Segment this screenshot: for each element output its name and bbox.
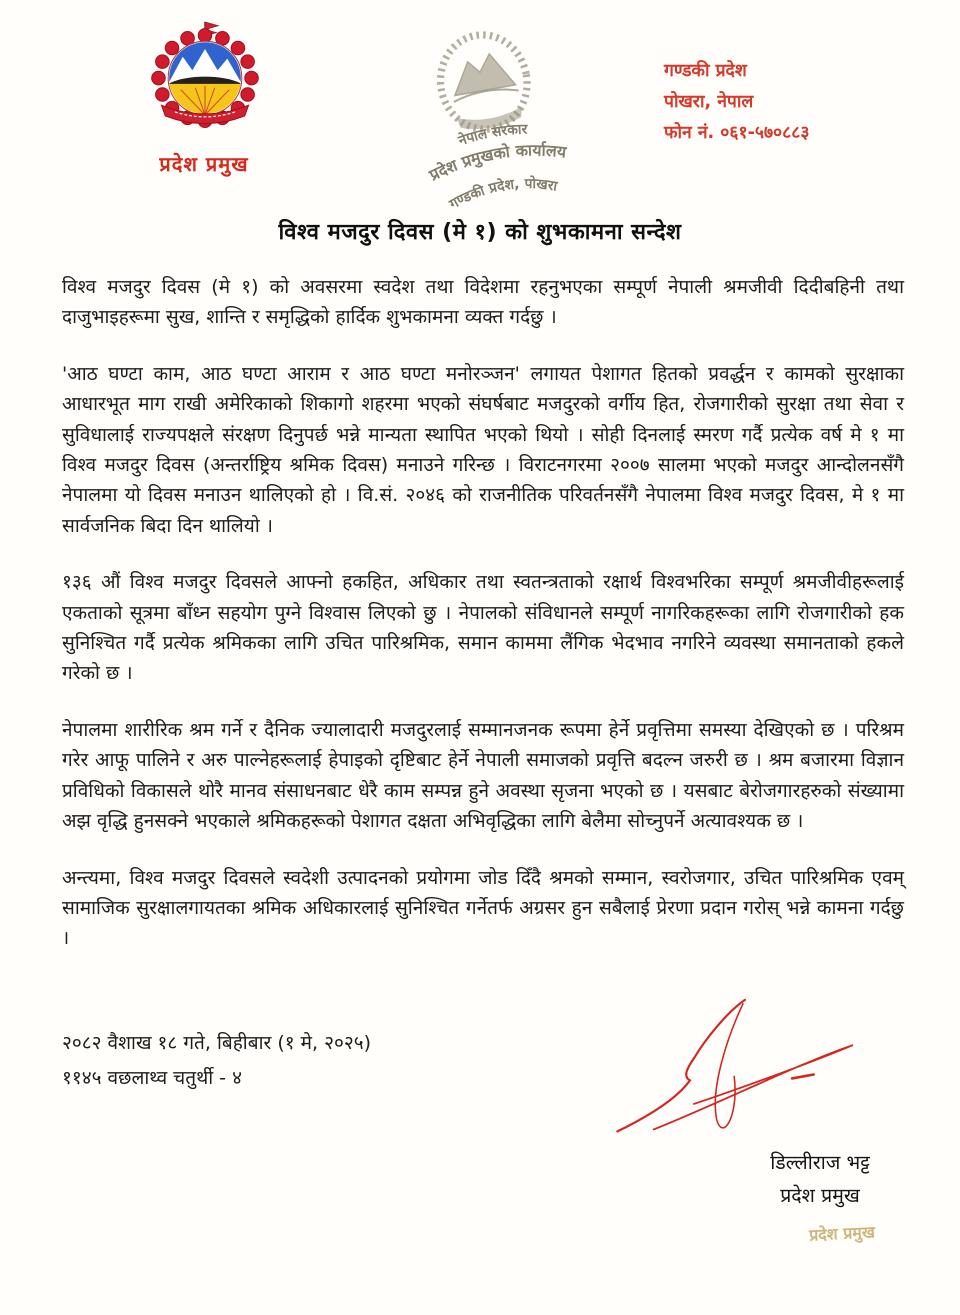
signatory-title: प्रदेश प्रमुख <box>780 1184 860 1207</box>
signatory-block <box>700 1146 940 1212</box>
paragraph-2: 'आठ घण्टा काम, आठ घण्टा आराम र आठ घण्टा मनोरञ्जन' लगायत पेशागत हितको प्रवर्द्धन र कामको सुरक्षाका आधारभूत माग राखी अमेरिकाको शिकागो शहरमा भएको संघर्षबाट मजदुरको वर्गीय हित, रोजगारीको सुरक्षा तथा सेवा र सुविधालाई राज्यपक्षले संरक्षण दिनुपर्छ भन्ने मान्यता स्थापित भएको थियो । सोही दिनलाई स्मरण गर्दै प्रत्येक वर्ष मे १ मा विश्व मजदुर दिवस (अन्तर्राष्ट्रिय श्रमिक दिवस) मनाउने गरिन्छ । विराटनगरमा २००७ सालमा भएको मजदुर आन्दोलनसँगै नेपालमा यो दिवस मनाउन थालिएको हो । वि.सं. २०४६ को राजनीतिक परिवर्तनसँगै नेपालमा विश्व मजदुर दिवस, मे १ मा सार्वजनिक बिदा दिन थालियो । <box>62 362 904 537</box>
date-line-bs: २०८२ वैशाख १८ गते, बिहीबार (१ मे, २०२५) <box>62 1032 372 1054</box>
paragraph-1: विश्व मजदुर दिवस (मे १) को अवसरमा स्वदेश तथा विदेशमा रहनुभएका सम्पूर्ण नेपाली श्रमजीवी दिदीबहिनी तथा दाजुभाइहरूमा सुख, शान्ति र समृद्धिको हार्दिक शुभकामना व्यक्त गर्दछु । <box>62 276 904 329</box>
stamp-line-3: गण्डकी प्रदेश, पोखरा <box>446 176 559 213</box>
address-city: पोखरा, नेपाल <box>664 92 754 112</box>
letterhead-address <box>664 56 809 149</box>
stamp-line-1: नेपाल सरकार <box>456 121 528 150</box>
letter-title: विश्व मजदुर दिवस (मे १) को शुभकामना सन्देश <box>278 220 682 245</box>
stamp-line-2: प्रदेश प्रमुखको कार्यालय <box>426 140 568 185</box>
nepal-emblem-icon <box>142 20 268 140</box>
signatory-name: डिल्लीराज भट्ट <box>770 1151 870 1174</box>
letter-body <box>62 272 904 980</box>
paragraph-4: नेपालमा शारीरिक श्रम गर्ने र दैनिक ज्यालादारी मजदुरलाई सम्मानजनक रूपमा हेर्ने प्रवृत्तिमा समस्या देखिएको छ । परिश्रम गरेर आफू पालिने र अरु पाल्नेहरूलाई हेपाइको दृष्टिबाट हेर्ने नेपाली समाजको प्रवृत्ति बदल्न जरुरी छ । श्रम बजारमा विज्ञान प्रविधिको विकासले थोरै मानव संसाधनबाट धेरै काम सम्पन्न हुने अवस्था सृजना भएको छ । यसबाट बेरोजगारहरुको संख्यामा अझ वृद्धि हुनसक्ने भएकाले श्रमिकहरूको पेशागत दक्षता अभिवृद्धिका लागि बेलैमा सोच्नुपर्ने अत्यावश्यक छ । <box>62 718 904 833</box>
paragraph-5: अन्त्यमा, विश्व मजदुर दिवसले स्वदेशी उत्पादनको प्रयोगमा जोड दिँदै श्रमको सम्मान, स्वरोजगार, उचित पारिश्रमिक एवम् सामाजिक सुरक्षालगायतका श्रमिक अधिकारलाई सुनिश्चित गर्नेतर्फ अग्रसर हुन सबैलाई प्रेरणा प्रदान गरोस् भन्ने कामना गर्दछु । <box>62 866 904 950</box>
date-block <box>62 1026 371 1096</box>
office-label: प्रदेश प्रमुख <box>159 152 249 176</box>
paragraph-3: १३६ औं विश्व मजदुर दिवसले आफ्नो हकहित, अधिकार तथा स्वतन्त्रताको रक्षार्थ विश्वभरिका सम्पूर्ण श्रमजीवीहरूलाई एकताको सूत्रमा बाँध्न सहयोग पुग्ने विश्वास लिएको छु । नेपालको संविधानले सम्पूर्ण नागरिकहरूका लागि रोजगारीको हक सुनिश्चित गर्दै प्रत्येक श्रमिकका लागि उचित पारिश्रमिक, समान काममा लैंगिक भेदभाव नगरिने व्यवस्था समानताको हकले गरेको छ । <box>62 571 904 685</box>
ink-stamp-text: प्रदेश प्रमुख <box>808 1222 876 1245</box>
stamp-emblem-icon <box>433 28 534 136</box>
date-line-ns: ११४५ वछलाथ्व चतुर्थी - ४ <box>62 1067 242 1089</box>
office-stamp <box>363 10 619 236</box>
address-province: गण्डकी प्रदेश <box>664 61 747 81</box>
signature-icon <box>596 994 888 1156</box>
address-phone: फोन नं. ०६१-५७०८८३ <box>664 123 810 143</box>
